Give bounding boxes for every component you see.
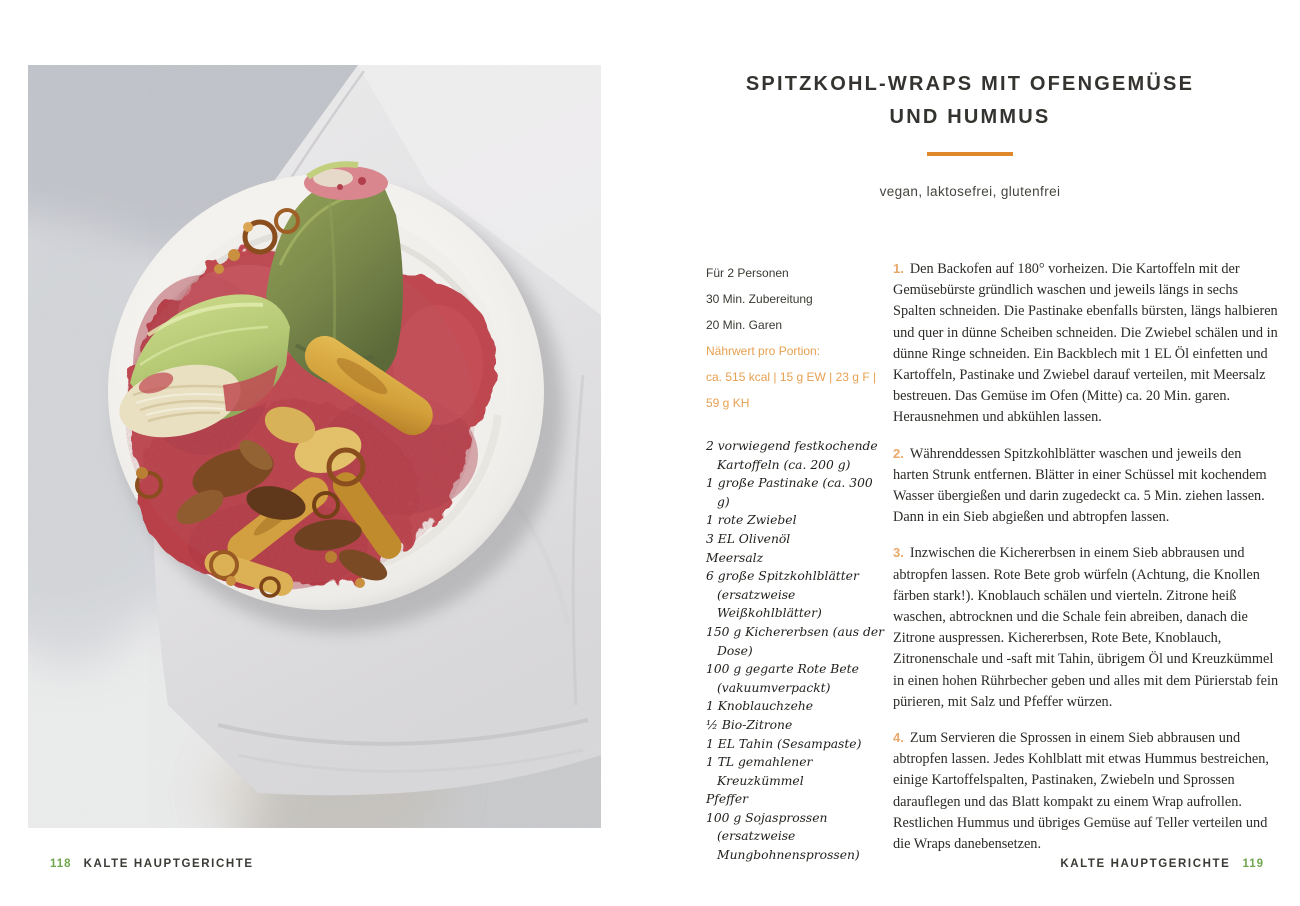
servings-info: Für 2 Personen (706, 266, 789, 280)
nutrition-values-line2: 59 g KH (706, 396, 750, 410)
nutrition-label: Nährwert pro Portion: (706, 344, 821, 358)
right-section-label: KALTE HAUPTGERICHTE (1060, 858, 1231, 870)
title-divider (927, 152, 1013, 156)
step-number: 2. (893, 445, 904, 461)
recipe-info-column (706, 260, 888, 865)
recipe-title-line1: SPITZKOHL-WRAPS MIT OFENGEMÜSE (745, 73, 1195, 95)
right-page-number: 119 (1242, 858, 1264, 870)
instruction-step (893, 258, 1279, 429)
step-number: 4. (893, 730, 904, 746)
recipe-photo (28, 65, 601, 828)
step-text: Zum Servieren die Sprossen in einem Sieb abbrausen und abtropfen lassen. Jedes Kohlblatt mit etwas Hummus bestreichen, einige Kartoffelspalten, Pastinaken, Zwiebeln und Sprossen darauflegen und das Blatt kompakt zu einem Wrap aufrollen. Restlichen Hummus und übriges Gemüse auf Teller verteilen und die Wraps danebensetzen. (893, 730, 1269, 853)
recipe-title-line2: UND HUMMUS (889, 106, 1051, 128)
left-page-footer (50, 858, 254, 870)
step-number: 3. (893, 545, 904, 561)
ingredient-item: 1 große Pastinake (ca. 300 g) (706, 476, 873, 509)
instruction-step (893, 443, 1279, 529)
ingredient-item: Pfeffer (706, 792, 748, 807)
ingredient-item: 1 Knoblauchzehe (706, 699, 814, 714)
ingredient-item: 150 g Kichererbsen (aus der Dose) (706, 624, 884, 658)
ingredient-item: 100 g Sojasprossen (ersatzweise Mungbohnensprossen) (706, 810, 860, 863)
ingredient-item: 3 EL Olivenöl (706, 531, 791, 546)
step-text: Währenddessen Spitzkohlblätter waschen und jeweils den harten Strunk entfernen. Blätter in einer Schüssel mit kochendem Wasser übergießen und darin zugedeckt ca. 5 Min. ziehen lassen. Dann in ein Sieb abgießen und abtropfen lassen. (893, 445, 1267, 526)
ingredient-item: 1 rote Zwiebel (706, 513, 797, 528)
step-text: Den Backofen auf 180° vorheizen. Die Kartoffeln mit der Gemüsebürste gründlich waschen und jeweils längs in sechs Spalten schneiden. Die Pastinake ebenfalls bürsten, längs halbieren und quer in dünne Scheiben schneiden. Die Zwiebel schälen und in dünne Ringe schneiden. Ein Backblech mit 1 EL Öl einfetten und Kartoffeln, Pastinake und Zwiebel darauf verteilen, mit Meersalz bestreuen. Das Gemüse im Ofen (Mitte) ca. 20 Min. garen. Herausnehmen und abkühlen lassen. (893, 261, 1278, 426)
left-section-label: KALTE HAUPTGERICHTE (83, 858, 254, 870)
ingredients-list (706, 437, 888, 865)
instruction-step (893, 542, 1279, 713)
right-page-footer (1060, 858, 1264, 870)
cook-time-info: 20 Min. Garen (706, 318, 783, 332)
prep-time-info: 30 Min. Zubereitung (706, 292, 813, 306)
diet-labels: vegan, laktosefrei, glutenfrei (879, 184, 1061, 199)
instruction-step (893, 727, 1279, 855)
left-page-number: 118 (50, 858, 72, 870)
recipe-photo-illustration (28, 65, 601, 828)
ingredient-item: 2 vorwiegend festkochende Kartoffeln (ca. 200 g) (706, 439, 878, 472)
instructions-column (893, 258, 1279, 869)
step-number: 1. (893, 261, 904, 276)
ingredient-item: 1 TL gemahlener Kreuzkümmel (706, 755, 813, 788)
step-text: Inzwischen die Kichererbsen in einem Sieb abbrausen und abtropfen lassen. Rote Bete grob würfeln (Achtung, die Knollen färben stark!). Knoblauch schälen und vierteln. Zitrone heiß waschen, abtrocknen und die Schale fein abreiben, danach die Zitrone auspressen. Kichererbsen, Rote Bete, Knoblauch, Zitronenschale und -saft mit Tahin, übrigem Öl und Kreuzkümmel in einen hohen Rührbecher geben und alles mit dem Pürierstab fein pürieren, mit Salz und Pfeffer würzen. (893, 545, 1279, 710)
nutrition-values-line1: ca. 515 kcal | 15 g EW | 23 g F | (706, 370, 877, 384)
ingredient-item: 6 große Spitzkohlblätter (ersatzweise Weißkohlblätter) (706, 569, 859, 621)
recipe-title (660, 68, 1280, 134)
ingredient-item: 100 g gegarte Rote Bete (vakuumverpackt) (706, 662, 859, 695)
ingredient-item: ½ Bio-Zitrone (706, 717, 793, 732)
ingredient-item: 1 EL Tahin (Sesampaste) (706, 736, 862, 751)
ingredient-item: Meersalz (706, 550, 764, 565)
